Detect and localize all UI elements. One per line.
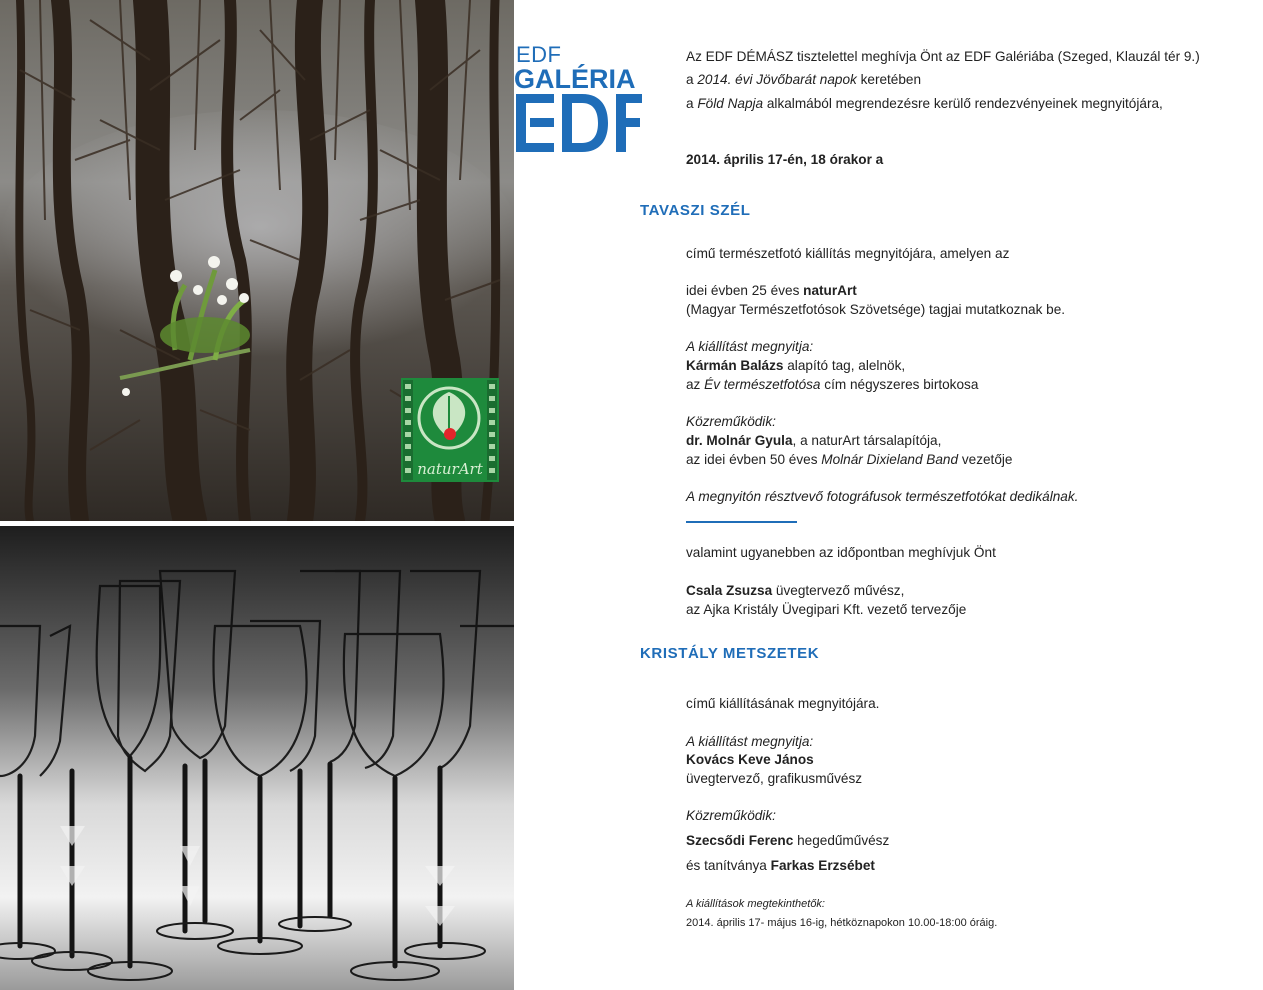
naturart-badge-text: naturArt [417, 460, 483, 478]
intro-line-1: Az EDF DÉMÁSZ tisztelettel meghívja Önt az EDF Galériába (Szeged, Klauzál tér 9.) [686, 49, 1200, 64]
exhibit-1-line-2-bold: naturArt [803, 283, 857, 298]
exhibit-1-opener [686, 357, 905, 375]
exhibit-2-contrib-label: Közreműködik: [686, 808, 776, 823]
exhibit-2-contrib-name: Szecsődi Ferenc [686, 833, 794, 848]
exhibit-2-contrib [686, 832, 889, 850]
intro-line-2 [686, 71, 921, 89]
photo-forest-reflection [0, 0, 514, 521]
forest-reflection-image [0, 0, 514, 521]
footer-dates: 2014. április 17- május 16-ig, hétköznapokon 10.00-18:00 óráig. [686, 917, 998, 929]
intro-line-2-b: keretében [856, 72, 922, 87]
exhibit-1-opener-name: Kármán Balázs [686, 358, 784, 373]
exhibit-2-opener-name: Kovács Keve János [686, 752, 814, 767]
footer-label: A kiállítások megtekinthetők: [686, 898, 825, 910]
exhibit-1-contrib-name: dr. Molnár Gyula [686, 433, 793, 448]
intro-line-3-italic: Föld Napja [697, 96, 764, 111]
exhibit-1-line-2-a: idei évben 25 éves [686, 283, 804, 298]
exhibit-1-contrib-line-italic: Molnár Dixieland Band [821, 452, 959, 467]
logo-galeria-text: GALÉRIA [514, 64, 636, 94]
crystal-glasses-image [0, 526, 514, 990]
intro-line-2-a: a [686, 72, 698, 87]
exhibit-1-contrib [686, 432, 941, 450]
intro-line-3-b: alkalmából megrendezésre kerülő rendezvényeinek megnyitójára, [763, 96, 1163, 111]
exhibit-1-title: TAVASZI SZÉL [640, 202, 751, 219]
exhibit-1-dedication: A megnyitón résztvevő fotográfusok természetfotókat dedikálnak. [686, 489, 1079, 504]
exhibit-1-line-3: (Magyar Természetfotósok Szövetsége) tagjai mutatkoznak be. [686, 302, 1066, 317]
exhibit-1-opener-label: A kiállítást megnyitja: [686, 339, 814, 354]
exhibit-1-line-2 [686, 282, 857, 300]
exhibit-1-opener-role: alapító tag, alelnök, [783, 358, 906, 373]
edf-galeria-logo [514, 44, 644, 156]
section-divider [686, 521, 797, 523]
exhibit-2-opener-label: A kiállítást megnyitja: [686, 734, 814, 749]
exhibit-1-line-1: című természetfotó kiállítás megnyitójára, amelyen az [686, 246, 1010, 261]
exhibit-1-opener-line-a: az [686, 377, 705, 392]
intro-line-3-a: a [686, 96, 698, 111]
exhibit-2-artist-name: Csala Zsuzsa [686, 583, 773, 598]
exhibit-2-contrib-line-a: és tanítványa [686, 858, 771, 873]
exhibit-1-opener-line [686, 376, 978, 394]
exhibit-2-contrib-line-bold: Farkas Erzsébet [770, 858, 875, 873]
exhibit-1-contrib-label: Közreműködik: [686, 414, 776, 429]
exhibit-2-opener-role: üvegtervező, grafikusművész [686, 771, 863, 786]
exhibit-1-contrib-role: , a naturArt társalapítója, [792, 433, 942, 448]
exhibit-2-artist-line: az Ajka Kristály Üvegipari Kft. vezető tervezője [686, 602, 967, 617]
logo-edf-text: EDF [516, 42, 562, 67]
intro-line-3 [686, 95, 1163, 113]
exhibit-1-contrib-line-b: vezetője [958, 452, 1013, 467]
exhibit-2-contrib-line [686, 857, 875, 875]
exhibit-2-artist [686, 582, 904, 600]
photo-crystal-glasses [0, 526, 514, 990]
exhibit-2-intro: valamint ugyanebben az időpontban meghívjuk Önt [686, 545, 996, 560]
exhibit-1-contrib-line [686, 451, 1012, 469]
exhibit-1-opener-line-b: cím négyszeres birtokosa [820, 377, 979, 392]
intro-line-2-italic: 2014. évi Jövőbarát napok [697, 72, 857, 87]
exhibit-1-contrib-line-a: az idei évben 50 éves [686, 452, 822, 467]
exhibit-2-contrib-role: hegedűművész [793, 833, 890, 848]
edf-logo-mark-icon [516, 94, 642, 152]
exhibit-2-title: KRISTÁLY METSZETEK [640, 645, 820, 662]
exhibit-2-line-1: című kiállításának megnyitójára. [686, 696, 880, 711]
event-date: 2014. április 17-én, 18 órakor a [686, 152, 884, 167]
exhibit-2-artist-role: üvegtervező művész, [772, 583, 905, 598]
exhibit-1-opener-line-italic: Év természetfotósa [704, 377, 821, 392]
